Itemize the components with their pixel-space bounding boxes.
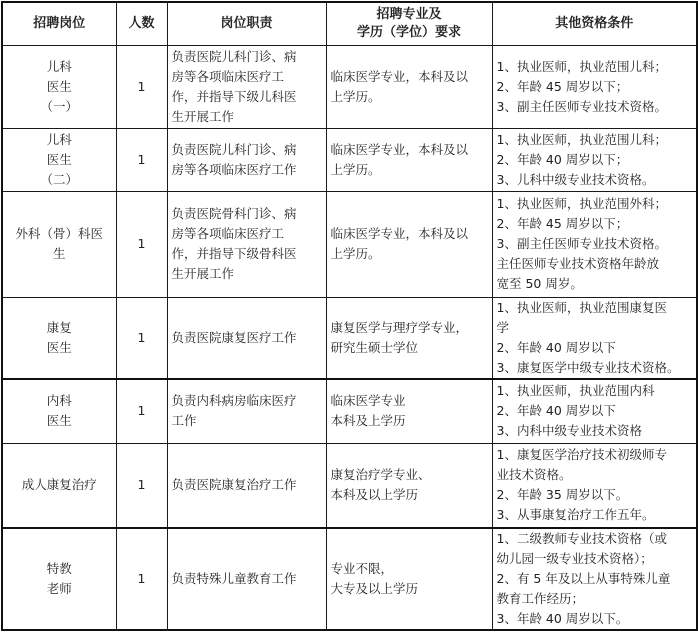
position-line: 生: [52, 246, 66, 261]
position-line: （一）: [40, 98, 78, 114]
other-line: 1、执业医师，执业范围康复医: [496, 299, 667, 315]
position-line: 医生: [46, 339, 72, 355]
cell-position: [2, 297, 116, 379]
other-line: 1、二级教师专业技术资格（或: [496, 531, 667, 546]
cell-count: 1: [116, 128, 167, 191]
major-line: 康复治疗学专业、: [330, 467, 431, 483]
other-line: 2、年龄 40 周岁以下: [496, 403, 616, 419]
other-line: 3、康复医学中级专业技术资格。: [496, 359, 680, 375]
table-row: [2, 191, 697, 297]
cell-major: [326, 443, 492, 528]
other-line: 宽至 50 周岁。: [496, 276, 583, 291]
cell-major: [326, 379, 492, 443]
position-line: 康复: [46, 319, 72, 335]
cell-other: [492, 45, 697, 128]
duty-line: 房等各项临床医疗工: [171, 68, 285, 84]
other-line: 2、年龄 40 周岁以下: [496, 339, 616, 355]
cell-other: [492, 528, 697, 630]
position-line: 成人康复治疗: [21, 477, 97, 493]
duty-line: 作，并指导下级儿科医: [171, 88, 297, 104]
other-line: 3、年龄 40 周岁以下。: [496, 611, 629, 626]
duty-line: 负责医院儿科门诊、病: [171, 141, 297, 157]
header-row: [2, 2, 697, 45]
duty-line: 负责医院骨科门诊、病: [171, 206, 297, 221]
major-line: 康复医学与理疗学专业，: [330, 319, 469, 335]
recruitment-table: [1, 1, 698, 631]
duty-line: 负责医院康复治疗工作: [171, 477, 297, 493]
cell-other: [492, 379, 697, 443]
other-line: 1、康复医学治疗技术初级师专: [496, 447, 667, 463]
cell-position: [2, 191, 116, 297]
cell-count: 1: [116, 191, 167, 297]
table-row: [2, 45, 697, 128]
table-row: [2, 528, 697, 630]
cell-position: [2, 128, 116, 191]
position-line: （二）: [40, 171, 78, 187]
other-line: 学: [496, 319, 510, 335]
major-line: 临床医学专业，本科及以: [330, 68, 469, 84]
major-line: 大专及以上学历: [330, 581, 419, 596]
cell-other: [492, 297, 697, 379]
cell-major: [326, 297, 492, 379]
duty-line: 房等各项临床医疗工: [171, 226, 285, 241]
duty-line: 生开展工作: [171, 266, 235, 281]
other-line: 3、副主任医师专业技术资格。: [496, 98, 667, 114]
duty-line: 作，并指导下级骨科医: [171, 246, 297, 261]
header-other: 其他资格条件: [492, 2, 697, 45]
table-row: [2, 128, 697, 191]
other-line: 1、执业医师，执业范围内科: [496, 383, 655, 399]
other-line: 3、从事康复治疗工作五年。: [496, 507, 655, 523]
cell-duty: [167, 191, 326, 297]
other-line: 2、有 5 年及以上从事特殊儿童: [496, 571, 671, 586]
major-line: 上学历。: [330, 161, 381, 177]
cell-duty: [167, 45, 326, 128]
duty-line: 负责内科病房临床医疗: [171, 393, 297, 409]
header-major-line2: 学历（学位）要求: [356, 24, 461, 40]
other-line: 3、副主任医师专业技术资格。: [496, 236, 667, 251]
cell-count: 1: [116, 297, 167, 379]
cell-major: [326, 45, 492, 128]
position-line: 内科: [46, 393, 72, 409]
position-line: 特教: [46, 561, 72, 576]
position-line: 医生: [46, 151, 72, 167]
duty-line: 工作: [171, 413, 197, 429]
cell-position: [2, 528, 116, 630]
cell-other: [492, 128, 697, 191]
other-line: 2、年龄 40 周岁以下；: [496, 151, 629, 167]
position-line: 外科（骨）科医: [15, 226, 103, 241]
cell-duty: [167, 297, 326, 379]
cell-count: 1: [116, 379, 167, 443]
cell-major: [326, 128, 492, 191]
header-position: 招聘岗位: [2, 2, 116, 45]
table-row: [2, 297, 697, 379]
header-count: 人数: [116, 2, 167, 45]
cell-count: 1: [116, 528, 167, 630]
major-line: 专业不限，: [330, 561, 394, 576]
position-line: 儿科: [46, 131, 72, 147]
cell-duty: [167, 443, 326, 528]
other-line: 教育工作经历；: [496, 591, 585, 606]
other-line: 主任医师专业技术资格年龄放: [496, 256, 660, 271]
position-line: 儿科: [46, 58, 72, 74]
other-line: 1、执业医师，执业范围儿科；: [496, 58, 667, 74]
table-row: [2, 379, 697, 443]
position-line: 医生: [46, 413, 72, 429]
header-major: [326, 2, 492, 45]
duty-line: 负责医院儿科门诊、病: [171, 48, 297, 64]
other-line: 3、儿科中级专业技术资格。: [496, 171, 655, 187]
cell-other: [492, 191, 697, 297]
major-line: 上学历。: [330, 88, 381, 104]
major-line: 临床医学专业，本科及以: [330, 141, 469, 157]
major-line: 临床医学专业，本科及以: [330, 226, 469, 241]
duty-line: 负责医院康复医疗工作: [171, 329, 297, 345]
header-major-line1: 招聘专业及: [376, 6, 442, 22]
cell-duty: [167, 379, 326, 443]
cell-count: 1: [116, 45, 167, 128]
other-line: 业技术资格。: [496, 467, 572, 483]
major-line: 本科及上学历: [330, 413, 406, 429]
major-line: 上学历。: [330, 246, 381, 261]
cell-position: [2, 45, 116, 128]
duty-line: 房等各项临床医疗工作: [171, 161, 297, 177]
other-line: 3、内科中级专业技术资格: [496, 423, 642, 439]
other-line: 2、年龄 45 周岁以下；: [496, 78, 629, 94]
other-line: 1、执业医师，执业范围外科；: [496, 196, 667, 211]
cell-major: [326, 528, 492, 630]
header-duty: 岗位职责: [167, 2, 326, 45]
major-line: 本科及以上学历: [330, 487, 419, 503]
duty-line: 生开展工作: [171, 108, 235, 124]
duty-line: 负责特殊儿童教育工作: [171, 571, 297, 586]
major-line: 研究生硕士学位: [330, 339, 419, 355]
cell-position: [2, 379, 116, 443]
cell-duty: [167, 128, 326, 191]
other-line: 2、年龄 35 周岁以下。: [496, 487, 629, 503]
cell-major: [326, 191, 492, 297]
cell-count: 1: [116, 443, 167, 528]
table-row: [2, 443, 697, 528]
position-line: 医生: [46, 78, 72, 94]
cell-duty: [167, 528, 326, 630]
other-line: 1、执业医师，执业范围儿科；: [496, 131, 667, 147]
other-line: 幼儿园一级专业技术资格）；: [496, 551, 653, 566]
cell-position: [2, 443, 116, 528]
other-line: 2、年龄 45 周岁以下；: [496, 216, 629, 231]
major-line: 临床医学专业: [330, 393, 406, 409]
position-line: 老师: [46, 581, 72, 596]
cell-other: [492, 443, 697, 528]
